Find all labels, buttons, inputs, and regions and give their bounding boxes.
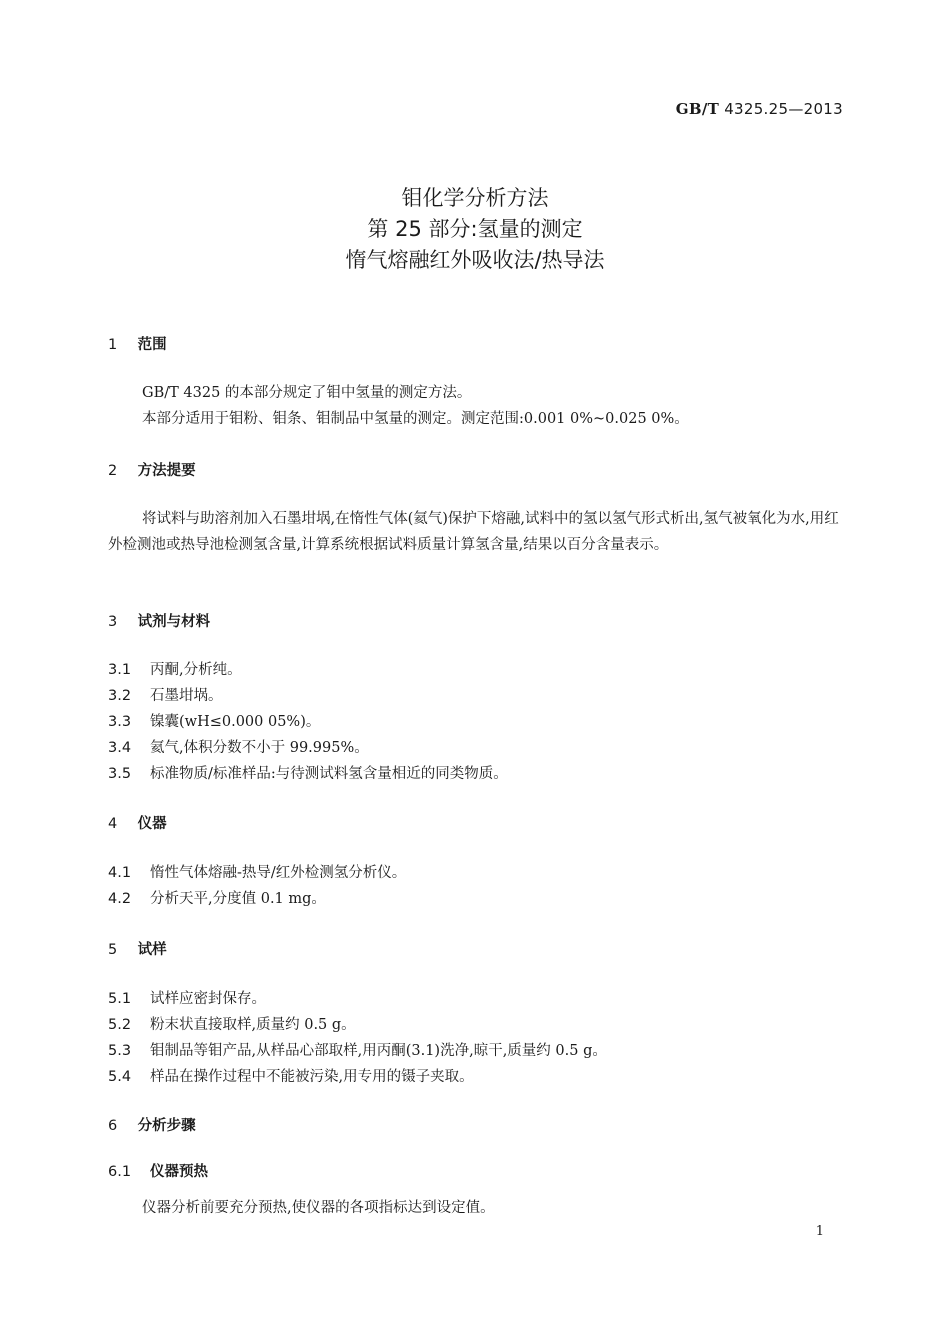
page-number: 1 <box>815 1224 824 1239</box>
section-heading-procedure <box>108 1114 196 1135</box>
item-text: 粉末状直接取样,质量约 0.5 g。 <box>150 1017 356 1033</box>
item-number: 4.1 <box>108 865 132 881</box>
list-item <box>108 1013 356 1034</box>
scope-paragraph-1: GB/T 4325 的本部分规定了钼中氢量的测定方法。 <box>142 385 472 401</box>
item-number: 4.2 <box>108 891 132 907</box>
subsection-title: 仪器预热 <box>150 1164 208 1180</box>
section-number: 5 <box>108 942 118 958</box>
item-number: 3.5 <box>108 766 132 782</box>
section-title: 范围 <box>137 337 167 353</box>
section-number: 2 <box>108 463 118 479</box>
list-item <box>108 987 266 1008</box>
subsection-number: 6.1 <box>108 1164 132 1180</box>
item-text: 钼制品等钼产品,从样品心部取样,用丙酮(3.1)洗净,晾干,质量约 0.5 g。 <box>150 1043 607 1059</box>
item-text: 标准物质/标准样品:与待测试料氢含量相近的同类物质。 <box>150 766 508 782</box>
section-heading-apparatus <box>108 812 167 833</box>
item-text: 石墨坩埚。 <box>150 688 223 704</box>
section-title: 分析步骤 <box>137 1118 196 1134</box>
item-number: 5.1 <box>108 991 132 1007</box>
scope-paragraph-2: 本部分适用于钼粉、钼条、钼制品中氢量的测定。测定范围:0.001 0%~0.025 0%。 <box>142 411 689 427</box>
section-title: 仪器 <box>137 816 167 832</box>
item-number: 3.4 <box>108 740 132 756</box>
list-item <box>108 658 242 679</box>
document-title <box>0 183 950 276</box>
list-item <box>108 684 223 705</box>
item-number: 3.2 <box>108 688 132 704</box>
title-line-2: 第 25 部分:氢量的测定 <box>367 217 583 241</box>
list-item <box>108 710 320 731</box>
list-item <box>108 1039 607 1060</box>
preheat-paragraph: 仪器分析前要充分预热,使仪器的各项指标达到设定值。 <box>142 1200 495 1216</box>
item-number: 5.4 <box>108 1069 132 1085</box>
item-text: 样品在操作过程中不能被污染,用专用的镊子夹取。 <box>150 1069 474 1085</box>
title-line-1: 钼化学分析方法 <box>401 186 549 210</box>
item-number: 3.1 <box>108 662 132 678</box>
section-title: 方法提要 <box>137 463 196 479</box>
subsection-heading-preheat <box>108 1160 208 1181</box>
list-item <box>108 736 369 757</box>
section-number: 6 <box>108 1118 118 1134</box>
item-text: 惰性气体熔融-热导/红外检测氢分析仪。 <box>150 865 407 881</box>
item-text: 镍囊(wH≤0.000 05%)。 <box>150 714 321 730</box>
standard-code-number: 4325.25—2013 <box>724 100 843 118</box>
item-text: 丙酮,分析纯。 <box>150 662 242 678</box>
section-heading-reagents <box>108 610 210 631</box>
title-line-3: 惰气熔融红外吸收法/热导法 <box>345 248 605 272</box>
section-title: 试样 <box>137 942 167 958</box>
section-number: 1 <box>108 337 118 353</box>
section-heading-sample <box>108 938 167 959</box>
list-item <box>108 1065 474 1086</box>
list-item <box>108 762 508 783</box>
section-number: 4 <box>108 816 118 832</box>
standard-code-prefix: GB/T <box>675 100 720 118</box>
list-item <box>108 861 406 882</box>
section-number: 3 <box>108 614 118 630</box>
standard-code <box>676 100 843 118</box>
item-text: 氦气,体积分数不小于 99.995%。 <box>150 740 369 756</box>
principle-paragraph: 将试料与助溶剂加入石墨坩埚,在惰性气体(氦气)保护下熔融,试料中的氢以氢气形式析出,氢气被氧化为水,用红外检测池或热导池检测氢含量,计算系统根据试料质量计算氢含量,结果以百分含量表示。 <box>108 511 839 553</box>
list-item <box>108 887 326 908</box>
section-title: 试剂与材料 <box>137 614 211 630</box>
section-heading-scope <box>108 333 167 354</box>
section-heading-principle <box>108 459 196 480</box>
item-number: 3.3 <box>108 714 132 730</box>
item-text: 试样应密封保存。 <box>150 991 266 1007</box>
item-number: 5.2 <box>108 1017 132 1033</box>
item-number: 5.3 <box>108 1043 132 1059</box>
item-text: 分析天平,分度值 0.1 mg。 <box>150 891 326 907</box>
